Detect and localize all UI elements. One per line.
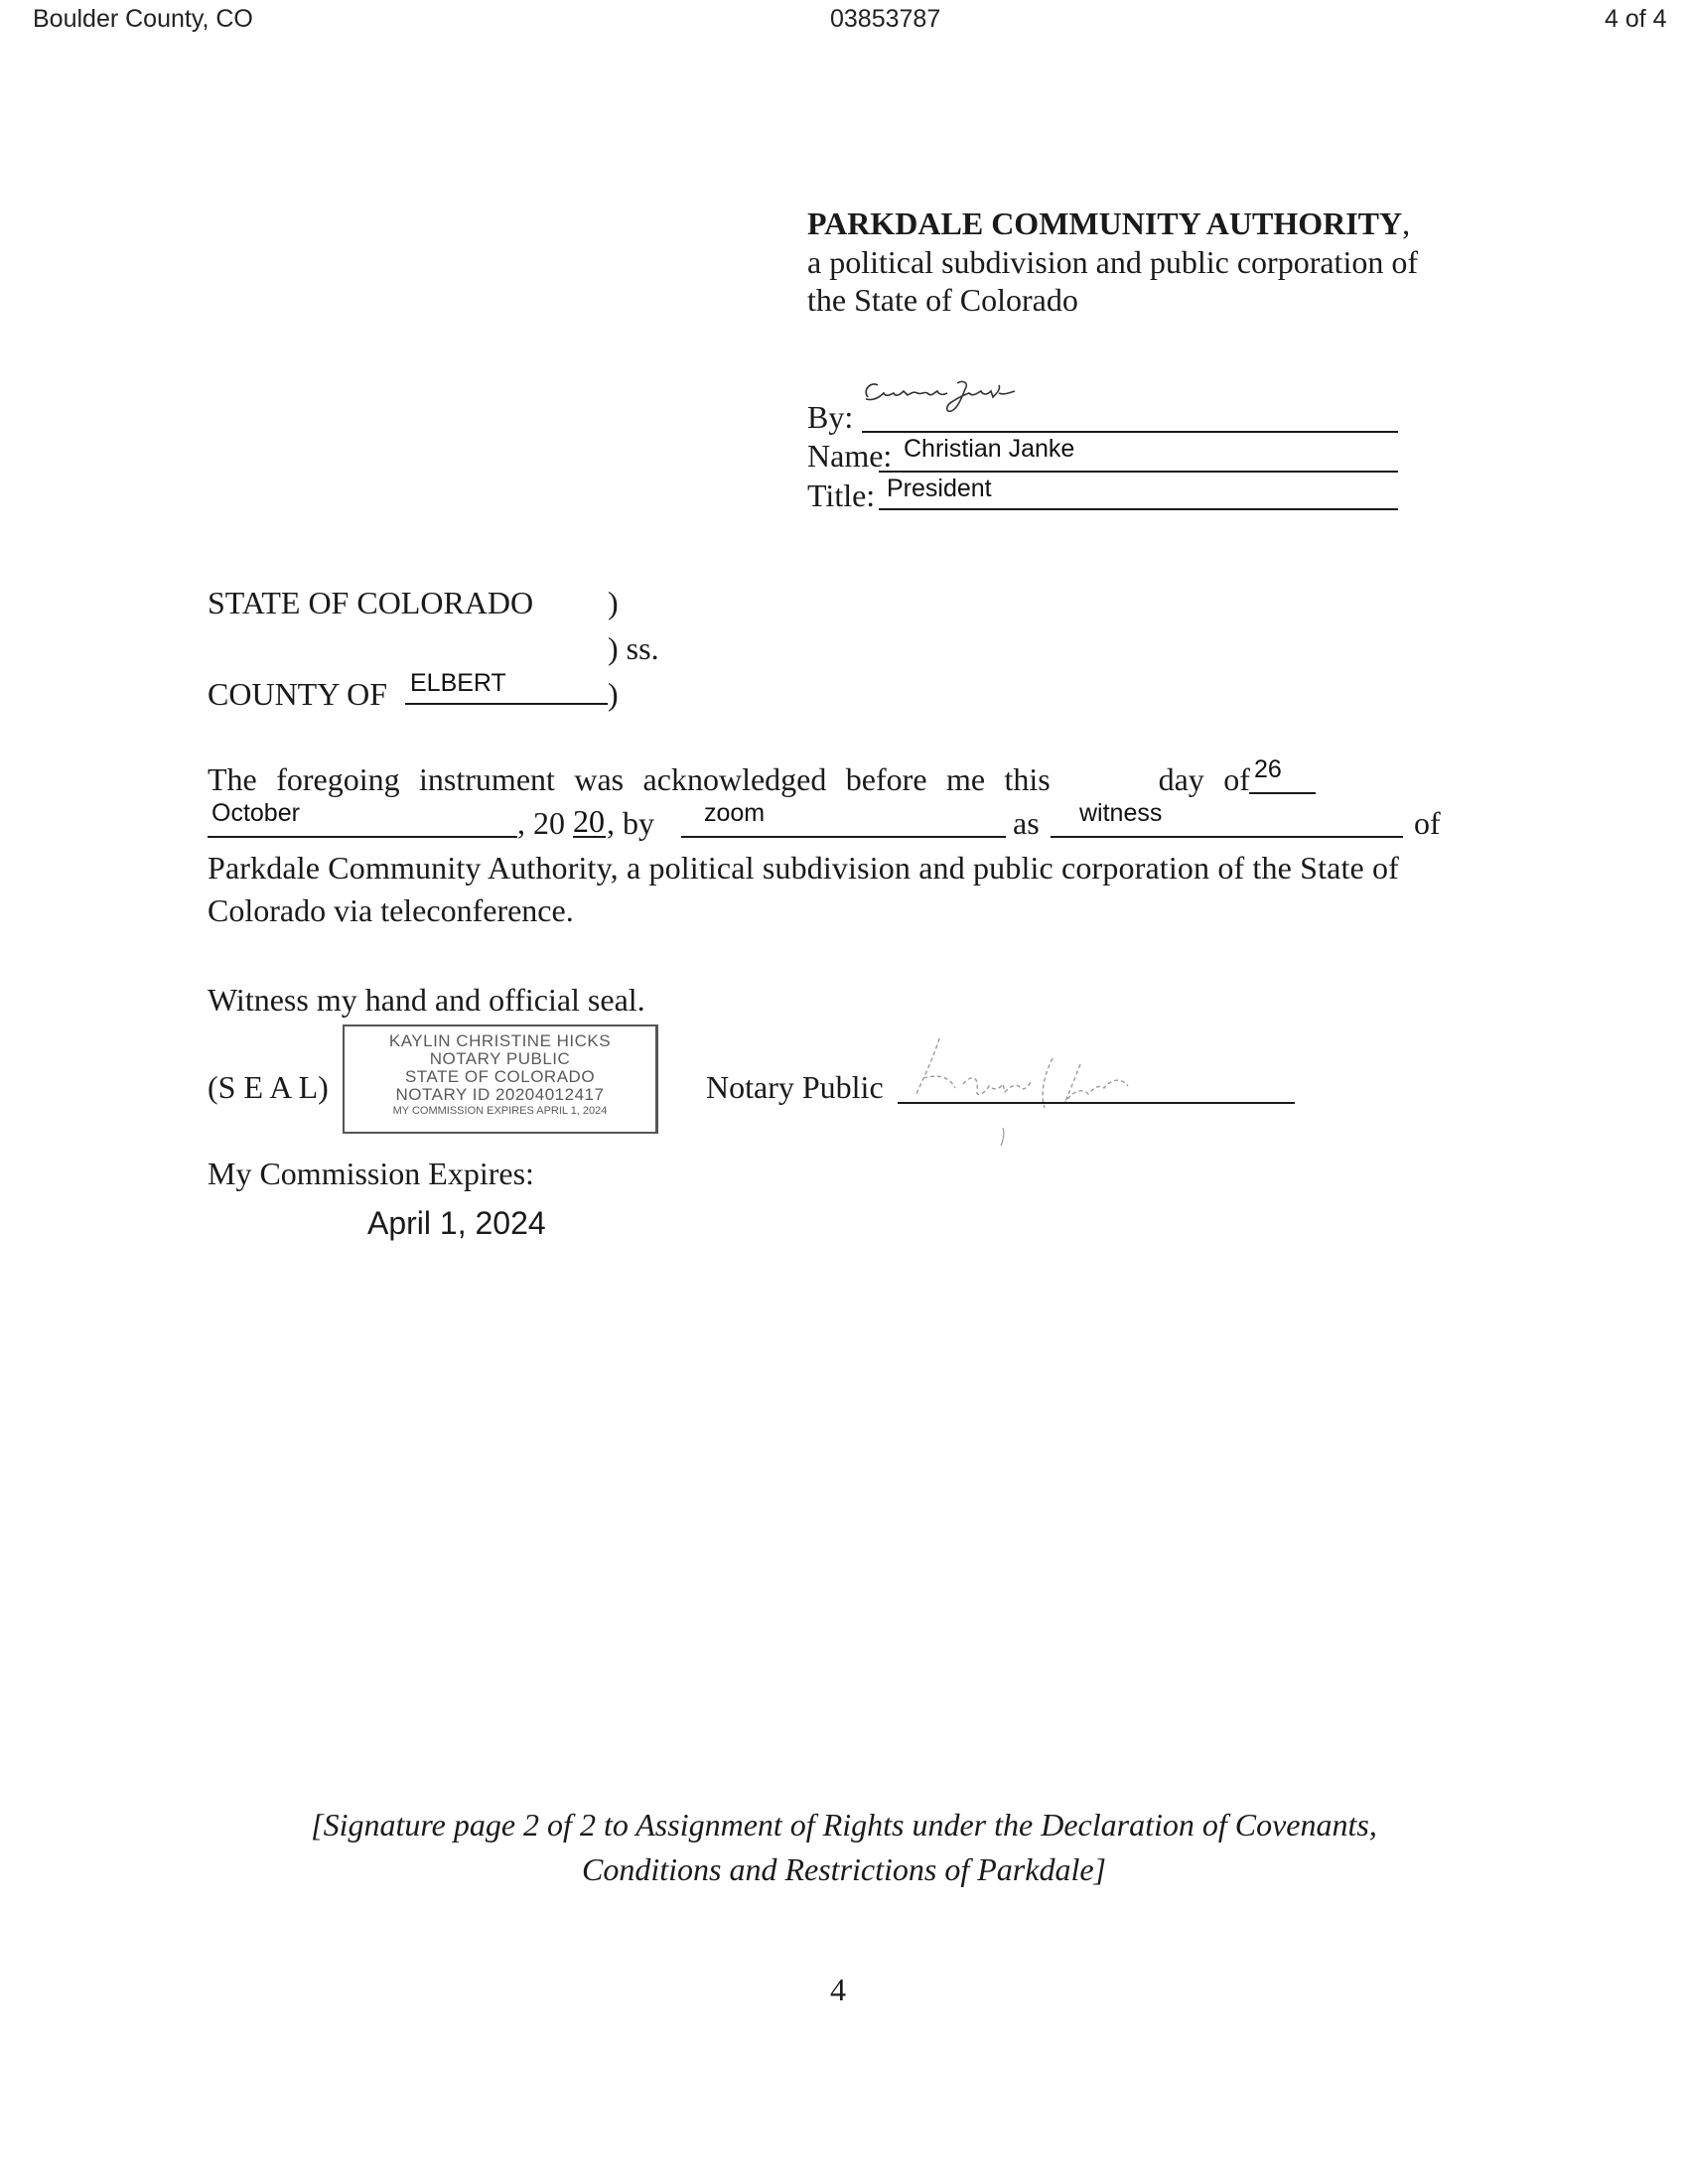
ack-by-line (681, 836, 1006, 838)
footer-note-line1: [Signature page 2 of 2 to Assignment of Rights under the Declaration of Covenants, (311, 1807, 1377, 1843)
ack-word: The (208, 761, 257, 797)
seal-line: MY COMMISSION EXPIRES APRIL 1, 2024 (392, 1105, 608, 1117)
ack-as-line (1051, 836, 1403, 838)
footer-note-line2: Conditions and Restrictions of Parkdale] (582, 1851, 1106, 1887)
ack-by-value: zoom (704, 799, 766, 827)
venue-state: STATE OF COLORADO (208, 585, 534, 620)
seal-line: STATE OF COLORADO (404, 1067, 596, 1086)
ack-year-prefix: , 20 (517, 805, 565, 841)
witness-text: Witness my hand and official seal. (208, 982, 645, 1018)
ack-day-line (1249, 792, 1316, 794)
entity-name: PARKDALE COMMUNITY AUTHORITY (807, 205, 1403, 241)
ack-word: foregoing (276, 761, 400, 797)
name-label: Name: (807, 438, 893, 474)
ack-word-day: day (1158, 761, 1204, 797)
ack-word: this (1004, 761, 1051, 797)
header-page-indicator: 4 of 4 (1605, 5, 1667, 33)
venue-paren-bottom: ) (608, 676, 619, 712)
commission-date: April 1, 2024 (367, 1205, 546, 1241)
ack-line3-text: Parkdale Community Authority, a political subdivision and public corporation of the State of (208, 850, 1399, 886)
ack-word: me (945, 761, 986, 797)
header-reception-number: 03853787 (830, 5, 941, 33)
seal-label: (S E A L) (208, 1069, 329, 1105)
entity-name-suffix: , (1402, 205, 1411, 241)
ack-word-of: of (1223, 761, 1250, 797)
page-number: 4 (830, 1972, 846, 2007)
header-county: Boulder County, CO (33, 5, 253, 33)
ack-as-word: as (1013, 805, 1040, 841)
entity-name-line (807, 205, 1410, 242)
entity-description-line2: the State of Colorado (807, 282, 1078, 318)
ack-word: acknowledged (642, 761, 827, 797)
venue-county-label: COUNTY OF (208, 676, 388, 712)
ack-word: was (574, 761, 625, 797)
ack-line3 (208, 849, 1399, 887)
ack-of-word2: of (1414, 805, 1441, 841)
ack-as-value: witness (1079, 799, 1163, 827)
ack-year-line (517, 804, 565, 842)
seal-line: NOTARY ID 20204012417 (395, 1085, 605, 1104)
seal-line: NOTARY PUBLIC (429, 1049, 571, 1068)
notary-signature-image (894, 1019, 1251, 1148)
by-label: By: (807, 399, 854, 435)
notary-public-label: Notary Public (706, 1069, 884, 1105)
notary-seal-stamp (343, 1024, 658, 1134)
ack-line1 (208, 760, 1250, 798)
seal-line: KAYLIN CHRISTINE HICKS (388, 1031, 612, 1050)
entity-description-line1: a political subdivision and public corporation of (807, 244, 1418, 280)
ack-day-value: 26 (1254, 755, 1282, 783)
ack-by-word: , by (607, 805, 654, 841)
ack-word: before (845, 761, 927, 797)
name-value: Christian Janke (904, 435, 1075, 463)
name-line (879, 471, 1398, 473)
venue-paren-top: ) (608, 585, 619, 620)
ack-line4: Colorado via teleconference. (208, 892, 574, 928)
ack-month-value: October (211, 799, 300, 827)
venue-county-value: ELBERT (410, 669, 506, 697)
title-label: Title: (807, 478, 876, 513)
signature-line (862, 431, 1398, 433)
title-line (879, 508, 1398, 510)
notary-signature-line (898, 1102, 1295, 1104)
venue-ss: ) ss. (608, 630, 659, 666)
ack-month-line (208, 836, 517, 838)
ack-word: instrument (419, 761, 555, 797)
commission-label: My Commission Expires: (208, 1156, 534, 1191)
signature-image (854, 375, 1033, 417)
ack-year-value: 20 (573, 803, 605, 839)
ack-year-underline (573, 836, 606, 838)
venue-county-line (405, 703, 608, 705)
title-value: President (887, 475, 992, 502)
